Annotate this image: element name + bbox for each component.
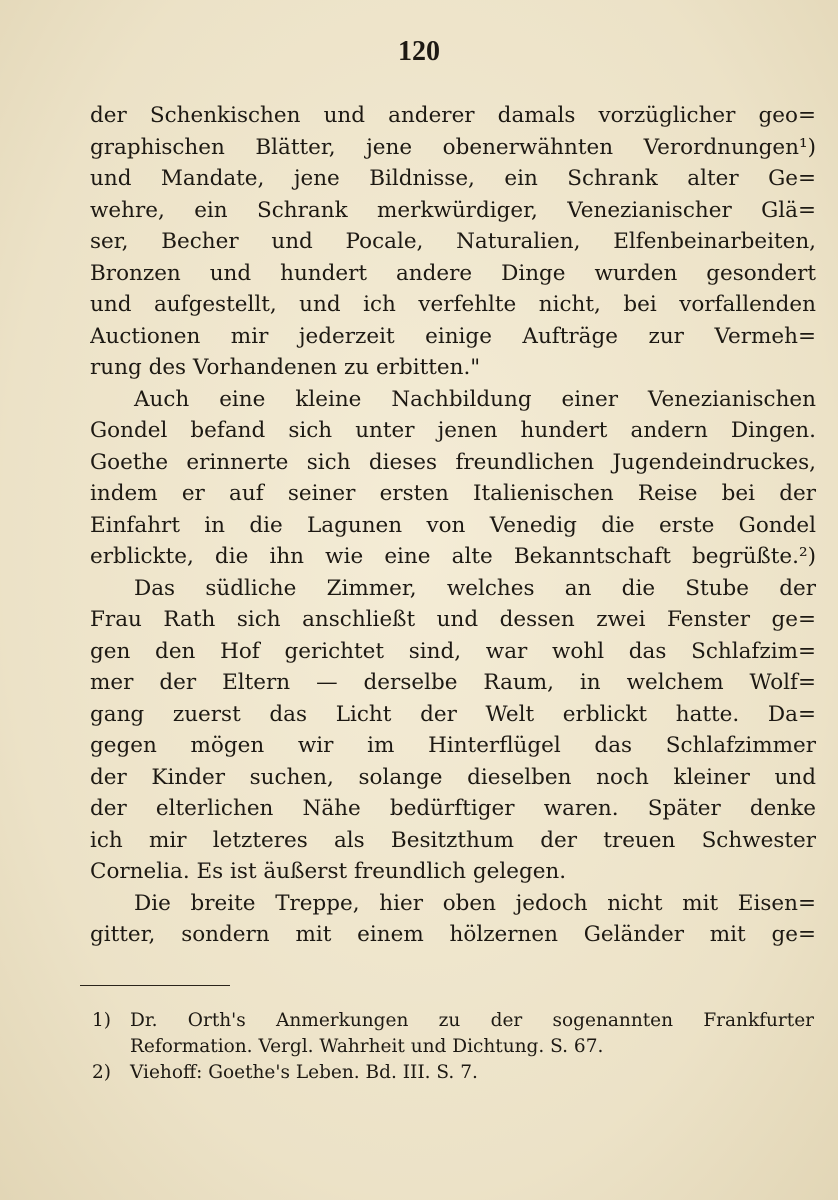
text-line: erblickte, die ihn wie eine alte Bekanntschaft begrüßte.²)	[90, 544, 816, 569]
footnote-text: Dr. Orth's Anmerkungen zu der sogenannten Frankfurter	[130, 1010, 814, 1031]
text-line: der Kinder suchen, solange dieselben noch kleiner und	[90, 764, 816, 790]
text-line: graphischen Blätter, jene obenerwähnten Verordnungen¹)	[90, 134, 816, 160]
text-line: Goethe erinnerte sich dieses freundlichen Jugendeindruckes,	[90, 449, 816, 475]
text-line: indem er auf seiner ersten Italienischen Reise bei der	[90, 481, 816, 506]
page-number: 120	[398, 36, 440, 67]
text-line: der Schenkischen und anderer damals vorzüglicher geo=	[90, 103, 816, 128]
footnote-1	[92, 1008, 814, 1034]
text-line: Einfahrt in die Lagunen von Venedig die erste Gondel	[90, 512, 816, 538]
text-line: und aufgestellt, und ich verfehlte nicht, bei vorfallenden	[90, 292, 816, 317]
text-line: gitter, sondern mit einem hölzernen Geländer mit ge=	[90, 922, 816, 947]
text-line: ich mir letzteres als Besitzthum der treuen Schwester	[90, 827, 816, 853]
text-line: der elterlichen Nähe bedürftiger waren. Später denke	[90, 796, 816, 821]
footnotes	[92, 1008, 814, 1086]
footnote-divider	[80, 985, 230, 986]
footnote-text: Viehoff: Goethe's Leben. Bd. III. S. 7.	[130, 1062, 478, 1083]
text-line: Frau Rath sich anschließt und dessen zwei Fenster ge=	[90, 607, 816, 632]
body-text	[90, 100, 816, 951]
text-line: gang zuerst das Licht der Welt erblickt hatte. Da=	[90, 701, 816, 727]
text-line: und Mandate, jene Bildnisse, ein Schrank alter Ge=	[90, 166, 816, 191]
text-line: gen den Hof gerichtet sind, war wohl das Schlafzim=	[90, 638, 816, 664]
footnote-2	[92, 1060, 814, 1086]
paragraph-start-line: Das südliche Zimmer, welches an die Stube der	[134, 575, 816, 601]
text-line: wehre, ein Schrank merkwürdiger, Venezianischer Glä=	[90, 197, 816, 223]
footnote-marker: 1)	[92, 1010, 111, 1031]
text-line: Gondel befand sich unter jenen hundert andern Dingen.	[90, 418, 816, 443]
text-line: rung des Vorhandenen zu erbitten."	[90, 355, 481, 380]
paragraph-start-line: Die breite Treppe, hier oben jedoch nicht mit Eisen=	[134, 890, 816, 916]
text-line: mer der Eltern — derselbe Raum, in welchem Wolf=	[90, 670, 816, 695]
text-line: Cornelia. Es ist äußerst freundlich gelegen.	[90, 859, 567, 884]
text-line: Auctionen mir jederzeit einige Aufträge zur Vermeh=	[90, 323, 816, 349]
text-line: ser, Becher und Pocale, Naturalien, Elfenbeinarbeiten,	[90, 229, 816, 254]
paragraph-start-line: Auch eine kleine Nachbildung einer Venezianischen	[134, 386, 816, 412]
text-line: gegen mögen wir im Hinterflügel das Schlafzimmer	[90, 733, 816, 758]
footnote-1-continued: Reformation. Vergl. Wahrheit und Dichtung. S. 67.	[130, 1036, 604, 1057]
text-line: Bronzen und hundert andere Dinge wurden gesondert	[90, 260, 816, 286]
footnote-marker: 2)	[92, 1062, 111, 1083]
